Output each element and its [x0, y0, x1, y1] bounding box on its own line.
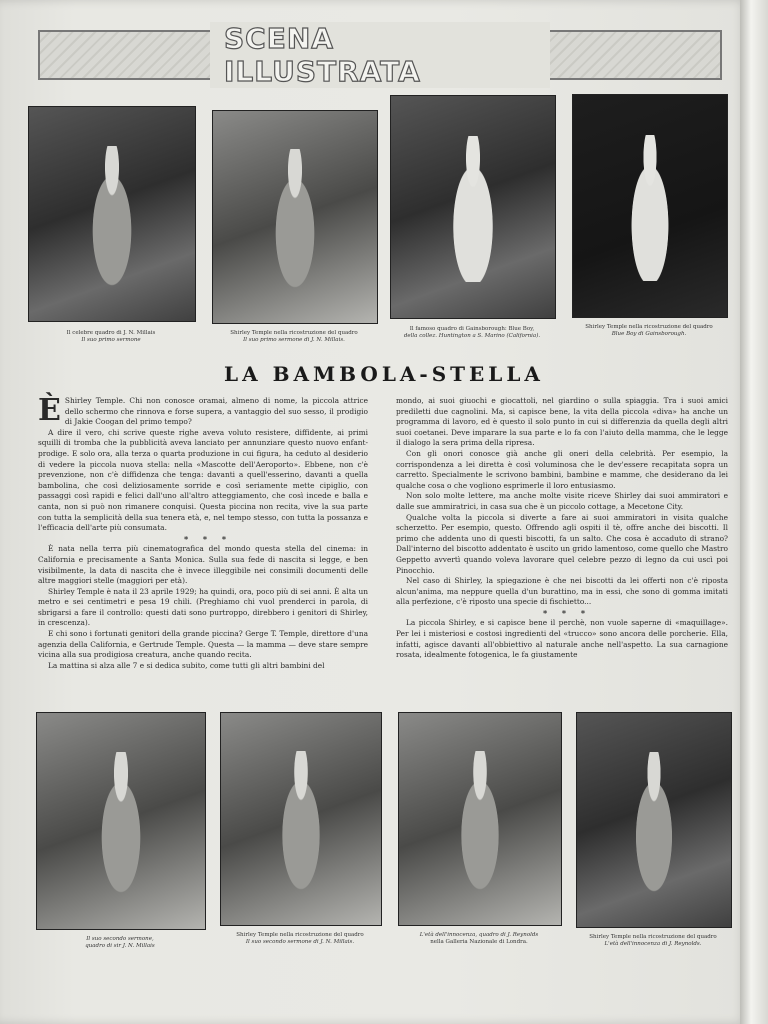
caption-line: L'età dell'innocenza, quadro di J. Reynolds	[419, 932, 539, 938]
paragraph	[38, 393, 368, 428]
section-separator: * * *	[542, 607, 592, 618]
caption-top-4	[572, 324, 726, 338]
caption-line: Il famoso quadro di Gainsborough: Blue Boy,	[409, 326, 535, 332]
paragraph: Qualche volta la piccola si diverte a fare ai suoi ammiratori in visita qualche scherzetto. Per esempio, questo. Offrendo agli ospiti il tè, offre anche dei biscotti. Il primo che addenta uno di questi biscotti, fa un salto. Che cosa è accaduto di strano? Dall'interno del biscotto addentato è uscito un grido lamentoso, come quello che Mastro Geppetto avvertì quando voleva lavorare quel celebre pezzo di legno da cui uscì poi Pinocchio.	[396, 512, 728, 575]
photo-figure	[82, 146, 142, 287]
photo-shirley-blue-boy	[572, 94, 728, 318]
paragraph: A dire il vero, chi scrive queste righe aveva voluto resistere, diffidente, ai primi squilli di tromba che la pubblicità aveva lanciato per annunziare questo nuovo enfant-prodige. E solo ora, alla terza o quarta produzione in cui figura, ha ceduto al desiderio di vedere la piccola nuova stella: nella «Mascotte dell'Aeroporto». Ebbene, non c'è prevenzione, non c'è diffidenza che tenga: davanti a quell'esserino, davanti a quella bambolina, che così deliziosamente sorride e così seriamente mette cipiglio, con passaggi così rapidi e felici dall'uno all'altro atteggiamento, che così incede e balla e canta, non si può non rimanere conquisi. Questa piccina non recita, vive la sua parte con tutta la semplicità della sua tenera età, e, nel tempo stesso, con tutta la possanza e l'efficacia dell'arte più consumata.	[38, 427, 368, 533]
caption-line: quadro di sir J. N. Millais	[85, 943, 155, 949]
caption-line: Shirley Temple nella ricostruzione del quadro	[585, 324, 713, 330]
caption-bottom-4	[576, 934, 730, 948]
caption-line: della collez. Huntington a S. Marino (California).	[403, 333, 541, 339]
photo-gainsborough-blue-boy	[390, 95, 556, 319]
caption-line: Shirley Temple nella ricostruzione del quadro	[589, 934, 717, 940]
photo-figure	[272, 751, 330, 891]
caption-top-2	[212, 330, 376, 344]
caption-line: Shirley Temple nella ricostruzione del quadro	[230, 330, 358, 336]
photo-figure	[265, 149, 324, 289]
article-title: LA BAMBOLA-STELLA	[224, 362, 544, 386]
photo-figure	[91, 752, 151, 895]
caption-line: Blue Boy di Gainsborough.	[611, 331, 687, 337]
photo-reynolds-age-of-innocence	[398, 712, 562, 926]
photo-figure	[622, 135, 677, 282]
caption-top-1	[28, 330, 194, 344]
paragraph: La piccola Shirley, e si capisce bene il perchè, non vuole saperne di «maquillage». Per lei i misteriosi e costosi ingredienti del «trucco» sono ancora delle porcherie. Ella, infatti, agisce davanti all'obbiettivo al naturale anche nell'aspetto. La sua carnagione rosata, idealmente fotogenica, le fa giustamente	[396, 618, 728, 660]
section-separator: * * *	[183, 533, 233, 544]
photo-figure	[451, 751, 509, 891]
caption-bottom-1	[36, 936, 204, 950]
article-column-left	[38, 393, 368, 696]
paragraph: Shirley Temple è nata il 23 aprile 1929; ha quindi, ora, poco più di sei anni. È alta un metro e sei centimetri e pesa 19 chili. (Preghiamo chi vuol prenderci in parola, di sbrigarsi a fare il controllo: questi dati sono purtroppo, direbbero i genitori di Shirley, in crescenza).	[38, 586, 368, 628]
article-column-right	[396, 396, 728, 696]
caption-line: Shirley Temple nella ricostruzione del quadro	[236, 932, 364, 938]
caption-line: Il suo secondo sermone di J. N. Millais.	[245, 939, 355, 945]
paragraph: mondo, ai suoi giuochi e giocattoli, nel giardino o sulla spiaggia. Tra i suoi amici prediletti due cagnolini. Ma, si capisce bene, la vita della piccola «diva» ha anche un programma di lavoro, ed è questo il solo punto in cui si differenzia da quella degli altri suoi coetanei. Deve imparare la sua parte e lo fa con l'aiuto della mamma, che le legge il dialogo la sera prima della ripresa.	[396, 396, 728, 448]
caption-line: nella Galleria Nazionale di Londra.	[430, 939, 528, 945]
paragraph: Non solo molte lettere, ma anche molte visite riceve Shirley dai suoi ammiratori e dalle sue ammiratrici, in casa sua che è un piccolo cottage, a Mecetone City.	[396, 491, 728, 511]
photo-shirley-first-sermon	[212, 110, 378, 324]
photo-shirley-age-of-innocence	[576, 712, 732, 928]
paragraph: Con gli onori conosce già anche gli oneri della celebrità. Per esempio, la corrispondenza a lei diretta è così voluminosa che le dev'essere recapitata sopra un carretto. Specialmente le scrivono bambini, bambine e mamme, che desiderano da lei qualche cosa o che vogliono esprimerle il loro entusiasmo.	[396, 448, 728, 490]
caption-bottom-3	[398, 932, 560, 946]
caption-line: Il suo primo sermone di J. N. Millais.	[243, 337, 345, 343]
paragraph: La mattina si alza alle 7 e si dedica subito, come tutti gli altri bambini del	[48, 660, 325, 670]
photo-millais-second-sermon	[36, 712, 206, 930]
photo-millais-first-sermon	[28, 106, 196, 322]
masthead-title: SCENA ILLUSTRATA	[210, 22, 550, 88]
caption-bottom-2	[220, 932, 380, 946]
photo-shirley-second-sermon	[220, 712, 382, 926]
next-page-edge	[740, 0, 768, 1024]
photo-figure	[626, 752, 681, 893]
paragraph: È nata nella terra più cinematografica del mondo questa stella del cinema: in California e precisamente a Santa Monica. Sulla sua fede di nascita si legge, e ben visibilmente, la data di nascita che è invece illeggibile nei consimili documenti delle altre maggiori stelle (maggiori per età).	[38, 544, 368, 586]
dropcap: È	[38, 393, 61, 428]
caption-line: Il suo primo sermone	[81, 337, 141, 343]
caption-line: Il celebre quadro di J. N. Millais	[66, 330, 156, 336]
caption-top-3	[390, 326, 554, 340]
caption-line: Il suo secondo sermone,	[86, 936, 154, 942]
photo-figure	[443, 136, 502, 283]
caption-line: L'età dell'innocenza di J. Reynolds.	[604, 941, 702, 947]
masthead-banner	[38, 22, 722, 88]
paragraph: E chi sono i fortunati genitori della grande piccina? Gerge T. Temple, direttore d'una agenzia della California, e Gertrude Temple. Questa — la mamma — deve stare sempre vicina alla sua prodigiosa creatura, anche quando recita.	[38, 629, 368, 660]
paragraph-text: Shirley Temple. Chi non conosce oramai, almeno di nome, la piccola attrice dello schermo che rinnova e forse supera, a vantaggio del suo sesso, il prodigio di Jakie Coogan del primo tempo?	[64, 396, 368, 427]
paragraph: Nel caso di Shirley, la spiegazione è che nei biscotti da lei offerti non c'è riposta alcun'anima, ma neppure quella d'un burattino, ma in essi, che sono di gomma imitati alla perfezione, c'è riposto una specie di fischietto...	[396, 576, 728, 607]
